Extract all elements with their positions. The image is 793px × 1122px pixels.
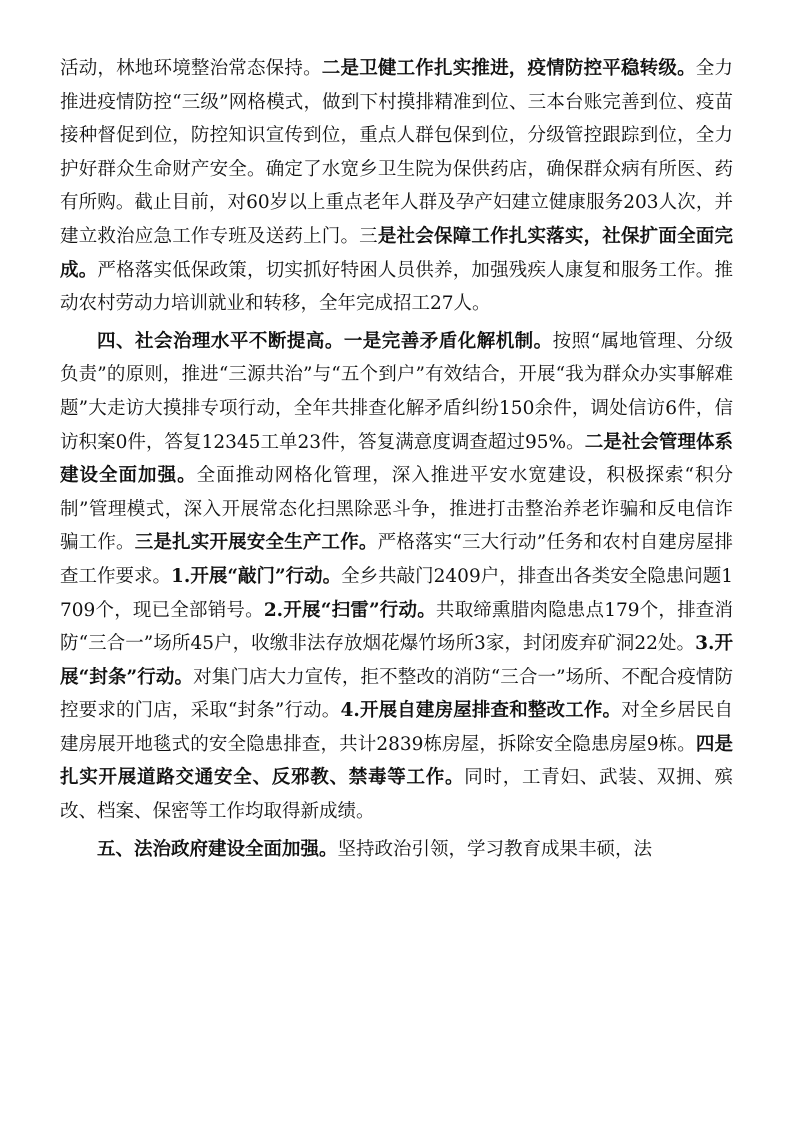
text-run: 严格落实“三大行动”任务和农村自建房屋排查工作要求。 [60,532,733,587]
bold-text-run: 一是完善矛盾化解机制。 [343,330,553,352]
text-run: 坚持政治引领，学习教育成果丰硕，法 [337,838,653,860]
text-run: 活动，林地环境整治常态保持。 [60,58,322,79]
text-run: 共取缔熏腊肉隐患点179个，排查消防“三合一”场所45户，收缴非法存放烟花爆竹场所3家，封闭废弃矿洞22处。 [60,599,734,655]
text-run: 对全乡居民自建房展开地毯式的安全隐患排查，共计2839栋房屋，拆除安全隐患房屋9栋。 [60,700,733,755]
text-run: 按照“属地管理、分级负责”的原则，推进“三源共治”与“五个到户”有效结合，开展“我为群众办实事解难题”大走访大摸排专项行动，全年共排查化解矛盾纠纷150余件，调处信访6件，信访积案0件，答复12345工单23件，答复满意度调查超过95%。 [60,330,733,453]
paragraph [60,325,733,829]
bold-text-run: 1.开展“敲门”行动。 [171,565,342,587]
text-run: 同时，工青妇、武装、双拥、殡改、档案、保密等工作均取得新成绩。 [60,767,733,823]
text-run: 全力推进疫情防控“三级”网格模式，做到下村摸排精准到位、三本台账完善到位、疫苗接种督促到位，防控知识宣传到位，重点人群包保到位，分级管控跟踪到位，全力护好群众生命财产安全。确定了水宽乡卫生院为保供药店，确保群众病有所医、药有所购。截止目前，对60岁以上重点老年人群及孕产妇建立健康服务203人次，并建立救治应急工作专班及送药上门。三 [60,58,733,247]
text-run: 严格落实低保政策，切实抓好特困人员供养，加强残疾人康复和服务工作。推动农村劳动力培训就业和转移，全年完成招工27人。 [60,259,733,315]
bold-text-run: 二是社会管理体系建设全面加强。 [60,431,733,487]
bold-text-run: 五、法治政府建设全面加强。 [97,838,338,860]
bold-text-run: 三是扎实开展安全生产工作。 [134,532,378,554]
bold-text-run: 四是扎实开展道路交通安全、反邪教、禁毒等工作。 [60,733,733,789]
bold-text-run: 4.开展自建房屋排查和整改工作。 [340,700,622,722]
bold-text-run: 四、社会治理水平不断提高。 [97,330,344,352]
bold-text-run: 3.开展“封条”行动。 [60,633,733,688]
bold-text-run: 二是卫健工作扎实推进，疫情防控平稳转级。 [321,58,696,79]
paragraph [60,833,733,867]
text-run: 全面推动网格化管理，深入推进平安水宽建设，积极探索“积分制”管理模式，深入开展常态化扫黑除恶斗争，推进打击整治养老诈骗和反电信诈骗工作。 [60,465,733,554]
paragraph [60,52,733,321]
bold-text-run: 2.开展“扫雷”行动。 [263,599,436,621]
document-body [60,52,733,866]
text-run: 对集门店大力宣传，拒不整改的消防“三合一”场所、不配合疫情防控要求的门店，采取“封条”行动。 [60,666,733,722]
text-run: 全乡共敲门2409户，排查出各类安全隐患问题1709个，现已全部销号。 [60,565,733,621]
bold-text-run: 是社会保障工作扎实落实，社保扩面全面完成。 [60,225,733,281]
